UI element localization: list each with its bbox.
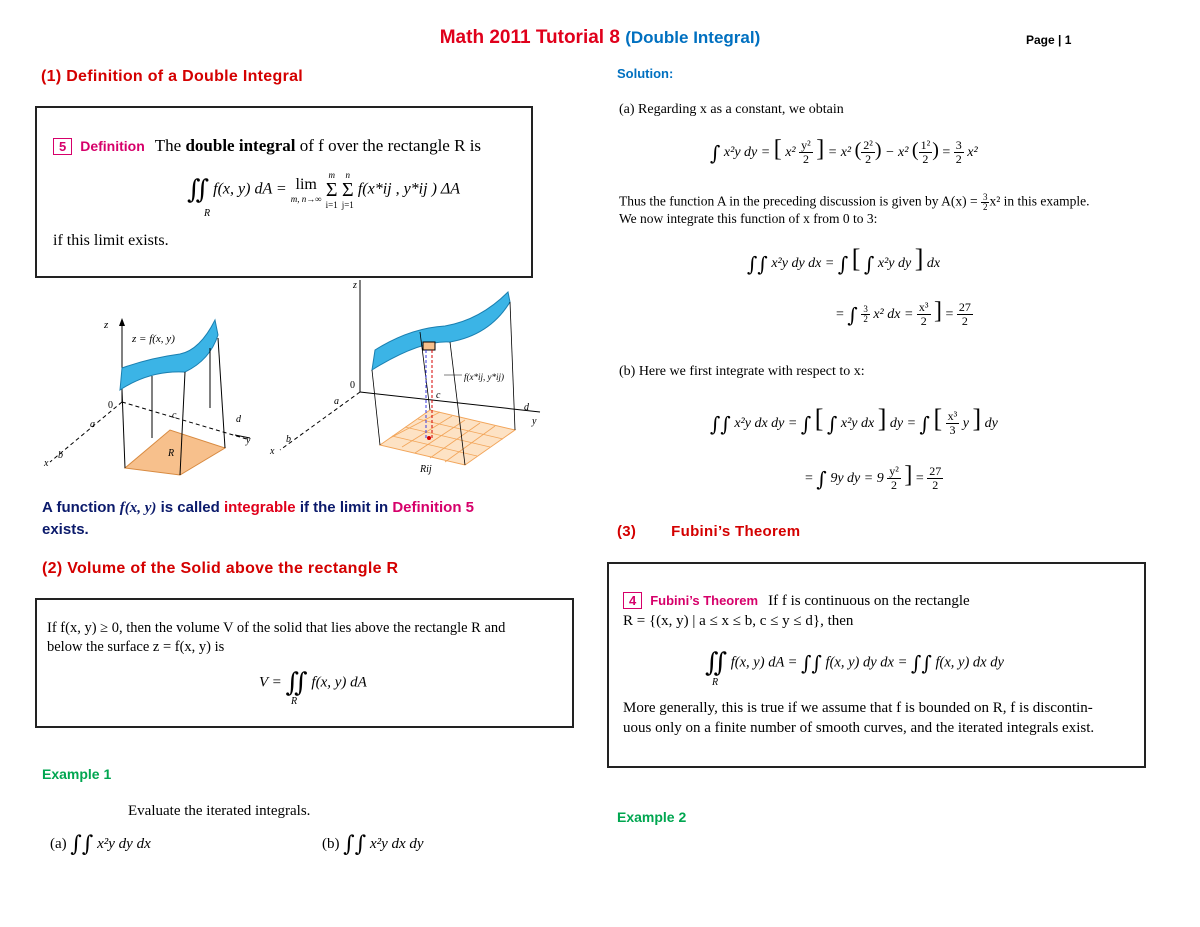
volume-formula xyxy=(259,668,367,698)
left-y-label: y xyxy=(246,435,251,446)
fubini-formula xyxy=(705,648,1004,678)
fubini-number: 4 xyxy=(623,592,642,609)
sol-a-eq1-frac3-den: 2 xyxy=(922,152,929,167)
sol-a-eq3-frac1-num: 3 xyxy=(863,304,868,315)
fubini-formula-mid: f(x, y) dy dx = xyxy=(825,654,908,671)
solution-b-eq1: ∫∫ x²y dx dy = ∫ [ ∫ x²y dx ] dy = ∫ [ $\frac{\text{x³}}{3}$ y ] dy xyxy=(710,404,998,438)
definition-formula-lhs: f(x, y) dA = xyxy=(213,180,287,198)
sol-b-eq1-int4-icon: ∫ xyxy=(826,411,838,436)
fubini-box xyxy=(607,562,1146,768)
sol-a-eq1-final: x² xyxy=(967,145,978,160)
right-y-label: y xyxy=(532,416,537,427)
definition-text-post: of f over the rectangle R is xyxy=(295,136,482,155)
sol-a-eq2-int2-icon: ∫ xyxy=(757,251,768,276)
volume-formula-rhs: f(x, y) dA xyxy=(311,674,367,691)
sol-a-eq2-int3-icon: ∫ xyxy=(837,251,849,276)
right-Rij-label: Rij xyxy=(420,464,432,475)
fubini-word: Fubini’s Theorem xyxy=(650,593,759,608)
solution-b-eq2: = ∫ 9y dy = 9 $\frac{\text{y²}}{2}$ ] = $\frac{27}{2}$ xyxy=(805,462,942,493)
volume-box xyxy=(35,598,574,728)
definition-text-bold: double integral xyxy=(185,136,296,155)
fubini-int-sub: R xyxy=(712,677,719,688)
sol-a-eq3-lhs: = xyxy=(836,307,844,322)
solution-a-eq1: ∫ x²y dy = [ x² $\frac{\text{y²}}{2}$ ] = x² ( $\frac{\text{2²}}{2}$ ) − x² ( $\frac{\text{1²}}{2}$ ) = $\frac{3}{2}$ x² xyxy=(710,136,978,167)
section-3-number: (3) xyxy=(617,523,637,540)
example-1-prompt: Evaluate the iterated integrals. xyxy=(128,803,311,819)
sol-a-eq1-int-icon: ∫ xyxy=(710,140,721,165)
right-x-label: x xyxy=(270,446,275,457)
left-surface-label: z = f(x, y) xyxy=(132,333,175,345)
sol-a-eq1-frac4-num: 3 xyxy=(955,138,962,153)
sol-b-eq1-final: dy xyxy=(984,416,998,431)
right-b-label: b xyxy=(286,434,291,445)
ex1-b-expr: x²y dx dy xyxy=(369,835,424,852)
sol-b-eq1-lhs: x²y dx dy = xyxy=(734,416,798,431)
solution-heading: Solution: xyxy=(617,66,674,81)
sol-b-eq2-mid: 9y dy = 9 xyxy=(830,471,884,486)
sol-b-eq2-result: = xyxy=(915,471,924,486)
sol-a-eq1-frac4-den: 2 xyxy=(955,152,962,167)
title-main: Math 2011 Tutorial 8 xyxy=(439,27,620,48)
sol-a-eq1-minus: − x² xyxy=(885,145,909,160)
section-1-heading: (1) Definition of a Double Integral xyxy=(41,68,304,85)
sol-b-eq1-int5-icon: ∫ xyxy=(919,411,930,436)
fubini-line2: R = {(x, y) | a ≤ x ≤ b, c ≤ y ≤ d}, then xyxy=(623,613,854,629)
ex1-b-label: (b) xyxy=(322,835,340,852)
ex1-a-int2-icon: ∫ xyxy=(81,832,94,857)
right-origin-label: 0 xyxy=(350,380,355,391)
right-figure xyxy=(269,280,540,475)
fubini-formula-lhs: f(x, y) dA = xyxy=(730,654,798,671)
sol-a-eq3-mid: x² dx = xyxy=(873,307,914,322)
sol-a-eq2-int4-icon: ∫ xyxy=(863,251,875,276)
ex1-a-int1-icon: ∫ xyxy=(70,832,82,857)
ex1-b-int1-icon: ∫ xyxy=(343,832,355,857)
sol-a-eq1-result: = xyxy=(942,145,951,160)
lim-sub: m, n→∞ xyxy=(290,194,322,204)
example-1-part-a xyxy=(50,832,151,857)
sol-a-eq1-frac2-den: 2 xyxy=(865,152,872,167)
sum2-symbol: Σ xyxy=(341,179,354,201)
sol-b-eq2-int-icon: ∫ xyxy=(816,466,827,491)
left-d-label: d xyxy=(236,414,241,425)
section-3-heading xyxy=(617,523,800,540)
definition-heading xyxy=(53,136,481,156)
integrable-fxy: f(x, y) xyxy=(119,500,157,516)
fubini-int1-icon: ∫ xyxy=(801,651,812,675)
integrable-note xyxy=(42,497,562,540)
left-c-label: c xyxy=(172,410,177,421)
sum2-top: n xyxy=(345,170,351,180)
sol-a-eq3-frac3-den: 2 xyxy=(961,314,968,329)
sol-b-eq2-frac1-den: 2 xyxy=(891,478,897,493)
sol-a-eq2-dx: dx xyxy=(926,256,941,271)
left-figure xyxy=(43,318,251,475)
sum1-top: m xyxy=(328,170,335,180)
right-point-label: f(x*ij, y*ij) xyxy=(464,372,504,382)
sol-a-eq3-int-icon: ∫ xyxy=(847,302,858,327)
solution-b-intro: (b) Here we first integrate with respect to x: xyxy=(619,364,865,379)
definition-footer: if this limit exists. xyxy=(53,232,169,249)
sol-a-eq3-frac2-den: 2 xyxy=(920,314,927,329)
sol-text1-b: x² in this example. xyxy=(989,193,1090,209)
sol-a-eq3-result: = xyxy=(945,307,954,322)
sol-b-eq1-dy: dy = xyxy=(889,416,917,431)
sol-text1-a: Thus the function A in the preceding discussion is given by A(x) = xyxy=(619,193,981,209)
example-1-heading: Example 1 xyxy=(42,766,112,782)
volume-integral-symbol: ∬ xyxy=(285,668,308,698)
sol-b-eq1-int3-icon: ∫ xyxy=(800,411,812,436)
ex1-a-expr: x²y dy dx xyxy=(97,835,151,852)
fubini-int3-icon: ∫ xyxy=(911,651,922,675)
sol-a-eq1-lhs: x²y dy = xyxy=(723,145,771,160)
sum1-bottom: i=1 xyxy=(325,200,338,210)
sol-a-eq1-mid: x² xyxy=(785,145,796,160)
fubini-line1-text: If f is continuous on the rectangle xyxy=(768,593,970,609)
double-integral-figures xyxy=(40,280,570,480)
solution-a-eq2: ∫∫ x²y dy dx = ∫ [ ∫ x²y dy ] dx xyxy=(747,244,941,276)
example-2-heading: Example 2 xyxy=(617,809,687,825)
page-title xyxy=(0,27,1200,49)
right-d-label: d xyxy=(524,402,529,413)
sol-a-eq2-inner: x²y dy xyxy=(877,256,912,271)
left-z-label: z xyxy=(104,319,109,331)
volume-formula-lhs: V = xyxy=(259,674,282,691)
sol-b-eq1-last: y xyxy=(962,416,969,431)
right-z-label: z xyxy=(353,280,357,291)
section-3-title: Fubini’s Theorem xyxy=(671,523,801,540)
sol-b-eq2-lhs: = xyxy=(805,471,813,486)
sol-b-eq1-inner: x²y dx xyxy=(840,416,875,431)
fubini-line1 xyxy=(623,592,970,610)
left-a-label: a xyxy=(90,419,95,430)
ex1-b-int2-icon: ∫ xyxy=(354,832,367,857)
lim-label: lim xyxy=(295,176,317,193)
left-x-label: x xyxy=(44,458,49,469)
definition-formula xyxy=(187,170,460,210)
fubini-int4-icon: ∫ xyxy=(921,651,932,675)
sol-b-eq1-frac-den: 3 xyxy=(949,423,956,438)
volume-line1: If f(x, y) ≥ 0, then the volume V of the solid that lies above the rectangle R and xyxy=(47,620,506,636)
integrable-p3: if the limit in xyxy=(295,499,393,516)
example-1-part-b xyxy=(322,832,424,857)
fubini-double-int-icon: ∬ xyxy=(705,648,728,678)
definition-word: Definition xyxy=(80,138,145,154)
fubini-line3: More generally, this is true if we assume that f is bounded on R, f is discontin- xyxy=(623,700,1093,716)
volume-line2: below the surface z = f(x, y) is xyxy=(47,639,225,655)
integrable-p1: A function xyxy=(42,499,120,516)
definition-number: 5 xyxy=(53,138,72,155)
solution-a-intro: (a) Regarding x as a constant, we obtain xyxy=(619,102,844,117)
left-R-label: R xyxy=(168,448,175,459)
solution-a-eq3: = ∫ $\frac{3}{2}$ x² dx = $\frac{\text{x³}}{2}$ ] = $\frac{27}{2}$ xyxy=(836,298,971,329)
right-c-label: c xyxy=(436,390,441,401)
right-a-label: a xyxy=(334,396,339,407)
ex1-a-label: (a) xyxy=(50,835,67,852)
sol-b-eq1-int2-icon: ∫ xyxy=(720,411,731,436)
sol-a-eq2-lhs: x²y dy dx = xyxy=(771,256,835,271)
fubini-int2-icon: ∫ xyxy=(811,651,822,675)
double-integral-symbol: ∬ xyxy=(187,175,210,205)
sol-a-eq3-frac1-den: 2 xyxy=(863,314,868,325)
integrable-word: integrable xyxy=(223,499,296,516)
page-number: Page | 1 xyxy=(1026,33,1072,47)
title-paren: (Double Integral) xyxy=(625,28,761,47)
fubini-formula-rhs: f(x, y) dx dy xyxy=(935,654,1004,671)
sol-b-eq2-frac2-num: 27 xyxy=(929,464,942,479)
left-origin-label: 0 xyxy=(108,400,113,411)
sol-a-eq2-int1-icon: ∫ xyxy=(747,251,758,276)
sol-b-eq2-frac2-den: 2 xyxy=(932,478,939,493)
sum2-bottom: j=1 xyxy=(341,200,354,210)
left-b-label: b xyxy=(58,450,63,461)
section-2-heading: (2) Volume of the Solid above the rectangle R xyxy=(42,560,399,577)
definition-formula-rhs: f(x*ij , y*ij ) ΔA xyxy=(357,180,461,198)
sol-a-eq1-after: = x² xyxy=(827,145,852,160)
sol-b-eq1-int1-icon: ∫ xyxy=(710,411,721,436)
definition-box xyxy=(35,106,533,278)
definition-int-sub: R xyxy=(204,208,211,219)
sum1-symbol: Σ xyxy=(325,179,338,201)
sol-a-eq3-frac3-num: 27 xyxy=(958,300,971,315)
integrable-p4: exists. xyxy=(42,521,89,538)
integrable-p2: is called xyxy=(156,499,224,516)
solution-text1 xyxy=(619,193,1089,212)
definition-text-pre: The xyxy=(154,136,186,155)
fubini-line4: uous only on a finite number of smooth curves, and the iterated integrals exist. xyxy=(623,720,1095,736)
sol-text1-frac-num: 3 xyxy=(982,192,988,202)
sol-text1-frac-den: 2 xyxy=(982,202,988,212)
sol-a-eq1-frac-den: 2 xyxy=(802,152,809,167)
integrable-def5: Definition 5 xyxy=(392,499,474,516)
solution-text2: We now integrate this function of x from 0 to 3: xyxy=(619,211,878,226)
volume-int-sub: R xyxy=(291,696,298,707)
